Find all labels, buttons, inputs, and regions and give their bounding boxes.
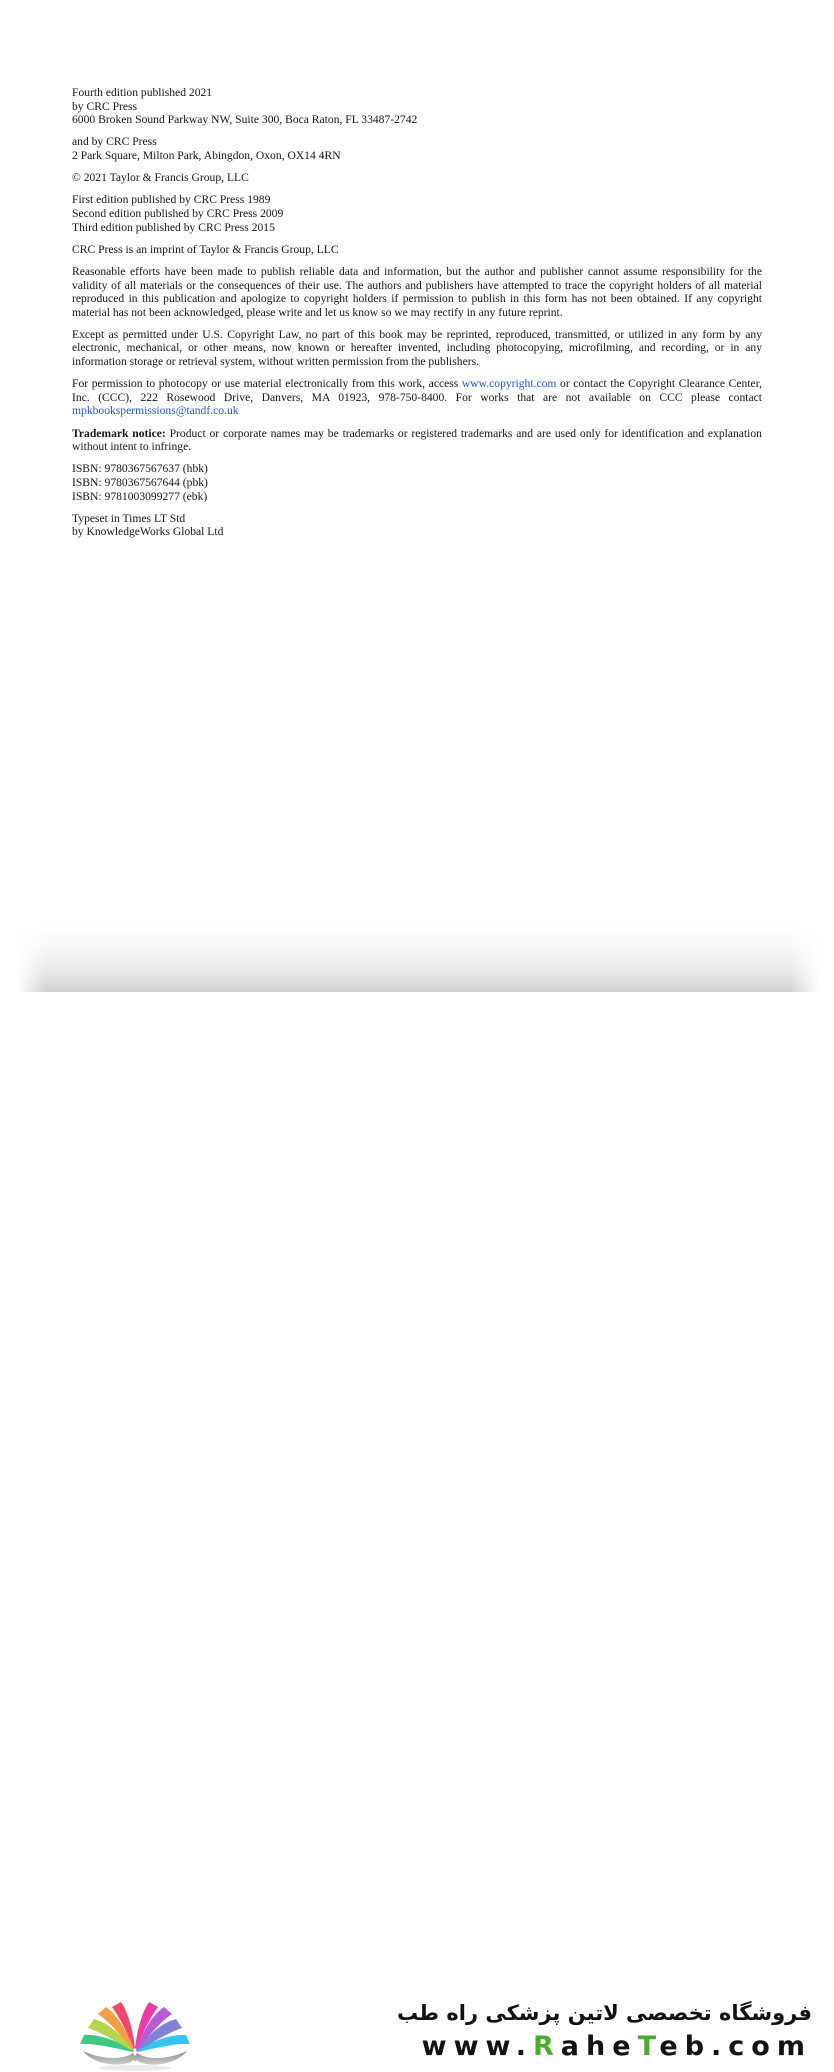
logo-book-base	[83, 2051, 187, 2065]
paragraph	[72, 193, 762, 234]
paragraph	[72, 135, 762, 162]
text-line: © 2021 Taylor & Francis Group, LLC	[72, 171, 249, 185]
bold-text: Trademark notice:	[72, 426, 166, 440]
watermark-footer	[0, 992, 834, 2062]
text-segment: or contact the Copyright Clearance Center, Inc. (CCC), 222 Rosewood Drive, Danvers, MA 01923, 978-750-8400. For works that are not available on CCC please contact	[72, 377, 762, 404]
paragraph	[72, 462, 762, 503]
site-url	[397, 2031, 812, 2063]
paragraph	[72, 86, 762, 127]
text-line: First edition published by CRC Press 1989	[72, 193, 271, 207]
hyperlink[interactable]: www.copyright.com	[461, 377, 557, 391]
text-line: by KnowledgeWorks Global Ltd	[72, 525, 224, 539]
page-bottom-shadow	[16, 924, 820, 992]
text-line: Fourth edition published 2021	[72, 86, 213, 99]
url-text: www.	[421, 2031, 533, 2062]
url-accent-letter: T	[637, 2031, 660, 2062]
text-segment: Product or corporate names may be trademarks or registered trademarks and are used only for identification and explanation without intent to infringe.	[72, 426, 762, 454]
text-line: by CRC Press	[72, 99, 138, 113]
url-text: eb.com	[659, 2031, 812, 2062]
url-accent-letter: R	[533, 2031, 561, 2062]
paragraph	[72, 171, 762, 185]
text-line: ISBN: 9780367567637 (hbk)	[72, 462, 208, 476]
text-line: ISBN: 9780367567644 (pbk)	[72, 476, 208, 489]
text-line: and by CRC Press	[72, 135, 157, 149]
open-book-logo-icon	[74, 1994, 196, 2072]
logo-base-shadow	[99, 2065, 171, 2071]
text-line: Second edition published by CRC Press 2009	[72, 206, 284, 220]
text-line: ISBN: 9781003099277 (ebk)	[72, 489, 208, 503]
paragraph	[72, 377, 762, 418]
paragraph	[72, 243, 762, 257]
text-line: Typeset in Times LT Std	[72, 511, 186, 525]
paragraph	[72, 265, 762, 319]
paragraph	[72, 427, 762, 454]
text-line: CRC Press is an imprint of Taylor & Francis Group, LLC	[72, 242, 339, 256]
store-name-persian: فروشگاه تخصصی لاتین پزشکی راه طب	[397, 2001, 812, 2025]
footer-text	[397, 1998, 812, 2063]
text-line: 6000 Broken Sound Parkway NW, Suite 300, Boca Raton, FL 33487-2742	[72, 113, 418, 127]
text-segment: For permission to photocopy or use material electronically from this work, access	[72, 377, 462, 391]
url-text: ahe	[560, 2031, 638, 2062]
paragraph	[72, 512, 762, 539]
text-segment: Reasonable efforts have been made to publish reliable data and information, but the author and publisher cannot assume responsibility for the validity of all materials or the consequences of their use. The authors and publishers have attempted to trace the copyright holders of all material reproduced in this publication and apologize to copyright holders if permission to publish in this form has not been obtained. If any copyright material has not been acknowledged, please write and let us know so we may rectify in any future reprint.	[72, 264, 762, 319]
document-body	[72, 86, 762, 548]
text-line: 2 Park Square, Milton Park, Abingdon, Oxon, OX14 4RN	[72, 148, 341, 162]
text-line: Third edition published by CRC Press 2015	[72, 220, 275, 234]
hyperlink[interactable]: mpkbookspermissions@tandf.co.uk	[72, 404, 239, 418]
paragraph	[72, 328, 762, 369]
text-segment: Except as permitted under U.S. Copyright Law, no part of this book may be reprinted, reproduced, transmitted, or utilized in any form by any electronic, mechanical, or other means, now known or hereafter invented, including photocopying, microfilming, and recording, or in any information storage or retrieval system, without written permission from the publishers.	[72, 327, 762, 369]
